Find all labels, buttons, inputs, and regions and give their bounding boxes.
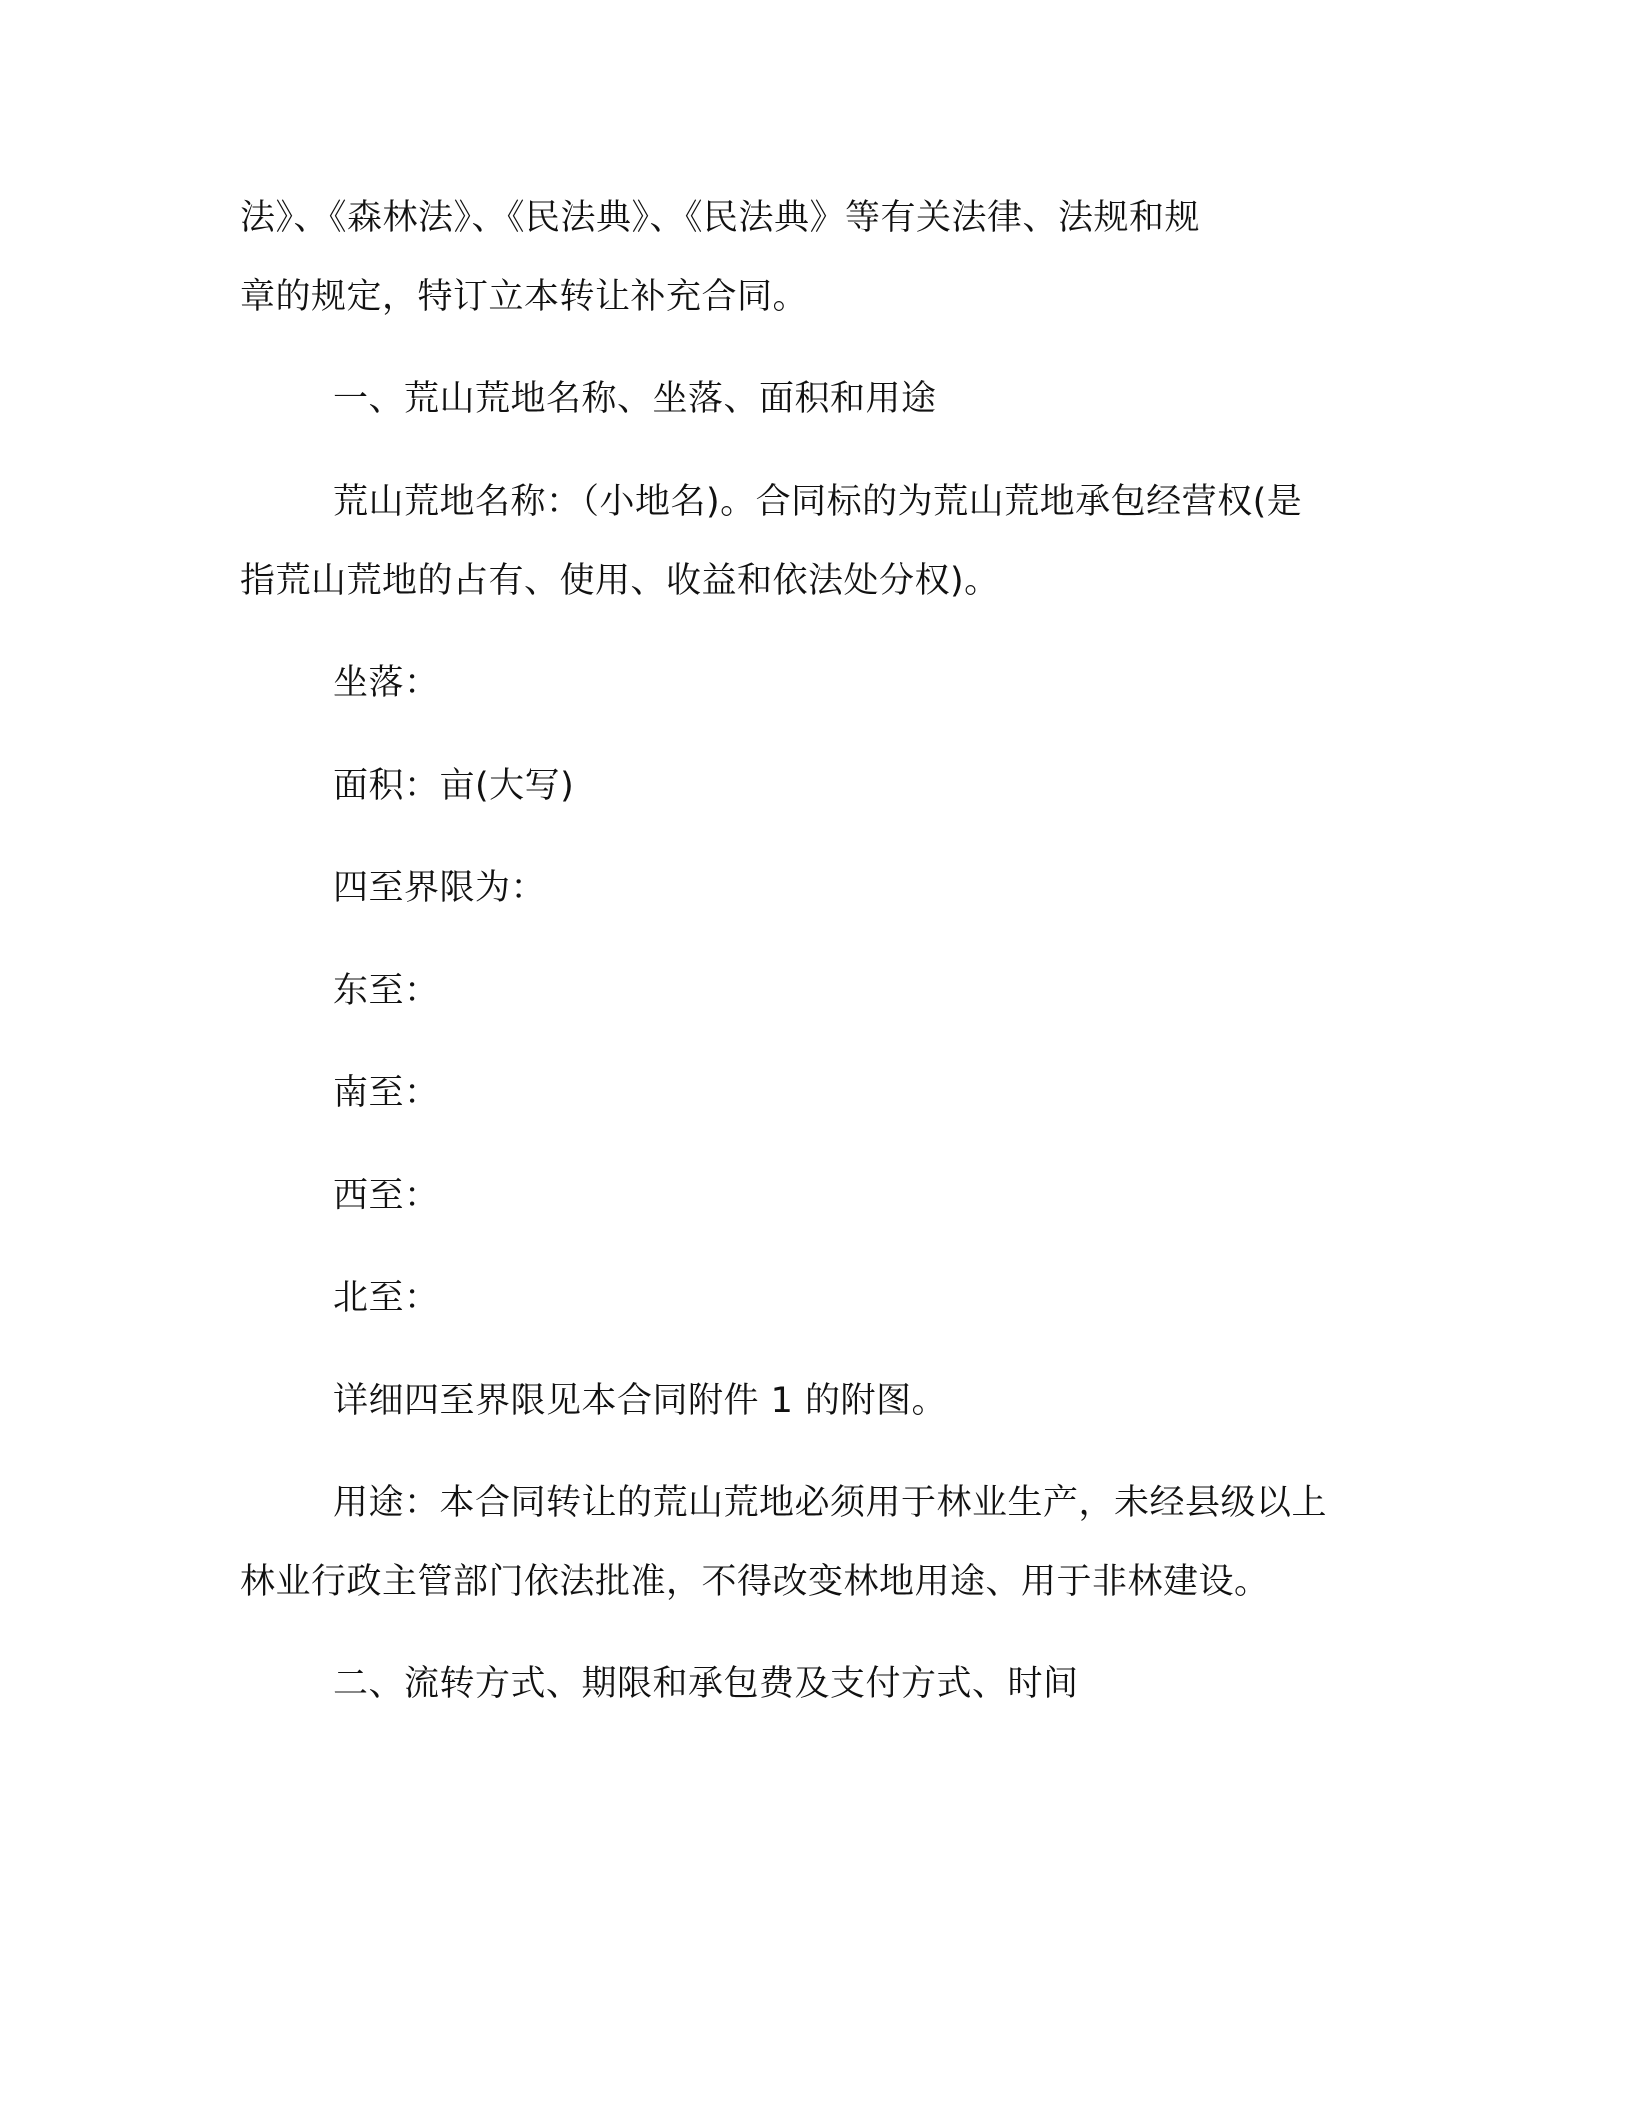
boundary-detail-note: 详细四至界限见本合同附件 1 的附图。 [333, 1381, 948, 1421]
section-heading-1: 一、荒山荒地名称、坐落、面积和用途 [333, 379, 937, 419]
land-name-line-1: 荒山荒地名称：（小地名)。合同标的为荒山荒地承包经营权(是 [333, 482, 1303, 522]
west-boundary-label: 西至： [333, 1176, 440, 1216]
east-boundary-label: 东至： [333, 971, 440, 1011]
paragraph-intro-line-2: 章的规定，特订立本转让补充合同。 [240, 277, 809, 317]
usage-line-2: 林业行政主管部门依法批准，不得改变林地用途、用于非林建设。 [240, 1562, 1270, 1602]
paragraph-intro-line-1: 法》、《森林法》、《民法典》、《民法典》等有关法律、法规和规 [240, 198, 1201, 238]
area-label: 面积：亩(大写) [333, 766, 575, 806]
land-name-line-2: 指荒山荒地的占有、使用、收益和依法处分权)。 [240, 561, 1000, 601]
boundaries-label: 四至界限为： [333, 868, 547, 908]
south-boundary-label: 南至： [333, 1073, 440, 1113]
location-label: 坐落： [333, 663, 440, 703]
north-boundary-label: 北至： [333, 1278, 440, 1318]
usage-line-1: 用途：本合同转让的荒山荒地必须用于林业生产，未经县级以上 [333, 1483, 1328, 1523]
section-heading-2: 二、流转方式、期限和承包费及支付方式、时间 [333, 1664, 1079, 1704]
